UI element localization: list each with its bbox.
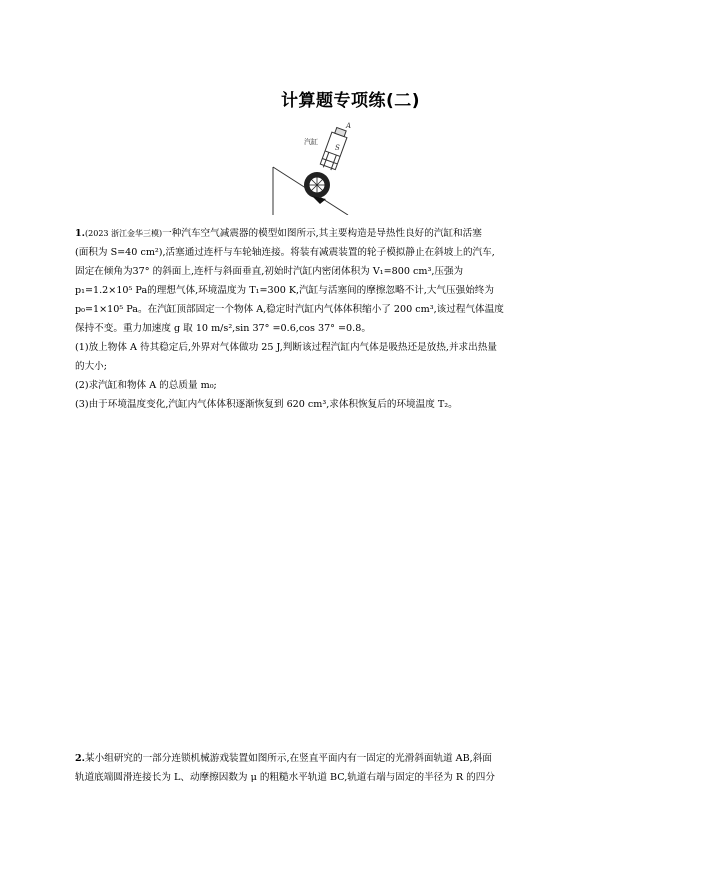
cylinder-label: 汽缸 <box>304 138 318 146</box>
question-2-line: 轨道底端圆滑连接长为 L、动摩擦因数为 μ 的粗糙水平轨道 BC,轨道右端与固定的半径为 R 的四分 <box>75 772 495 783</box>
question-1-line: p₀=1×10⁵ Pa。在汽缸顶部固定一个物体 A,稳定时汽缸内气体体积缩小了 200 cm³,该过程气体温度 <box>75 304 504 315</box>
question-1 <box>75 224 555 414</box>
question-2-number: 2. <box>75 753 86 764</box>
shock-absorber-figure <box>268 120 368 215</box>
piston-s-label: S <box>335 144 340 152</box>
question-2 <box>75 749 555 787</box>
subquestion-1: (1)放上物体 A 待其稳定后,外界对气体做功 25 J,判断该过程汽缸内气体是吸热还是放热,并求出热量 <box>75 342 497 353</box>
question-1-line: 固定在倾角为37° 的斜面上,连杆与斜面垂直,初始时汽缸内密闭体积为 V₁=800 cm³,压强为 <box>75 266 464 277</box>
question-1-source: (2023 浙江金华三模) <box>85 229 163 238</box>
subquestion-2: (2)求汽缸和物体 A 的总质量 m₀; <box>75 380 217 391</box>
subquestion-3: (3)由于环境温度变化,汽缸内气体体积逐渐恢复到 620 cm³,求体积恢复后的环境温度 T₂。 <box>75 399 458 410</box>
subquestion-1-cont: 的大小; <box>75 361 108 372</box>
question-1-line: 保持不变。重力加速度 g 取 10 m/s²,sin 37° =0.6,cos 37° =0.8。 <box>75 323 371 334</box>
object-a-label: A <box>346 122 352 130</box>
question-1-number: 1. <box>75 228 86 239</box>
page-title: 计算题专项练(二) <box>280 91 421 111</box>
incline-wheel-cylinder-diagram <box>268 120 368 215</box>
question-1-line: (面积为 S=40 cm²),活塞通过连杆与车轮轴连接。将装有减震装置的轮子模拟静止在斜坡上的汽车, <box>75 247 495 258</box>
question-1-line: p₁=1.2×10⁵ Pa的理想气体,环境温度为 T₁=300 K,汽缸与活塞间的摩擦忽略不计,大气压强始终为 <box>75 285 494 296</box>
question-1-line: 一种汽车空气减震器的模型如图所示,其主要构造是导热性良好的汽缸和活塞 <box>162 228 482 239</box>
question-2-line: 某小组研究的一部分连锁机械游戏装置如图所示,在竖直平面内有一固定的光滑斜面轨道 AB,斜面 <box>85 753 492 764</box>
